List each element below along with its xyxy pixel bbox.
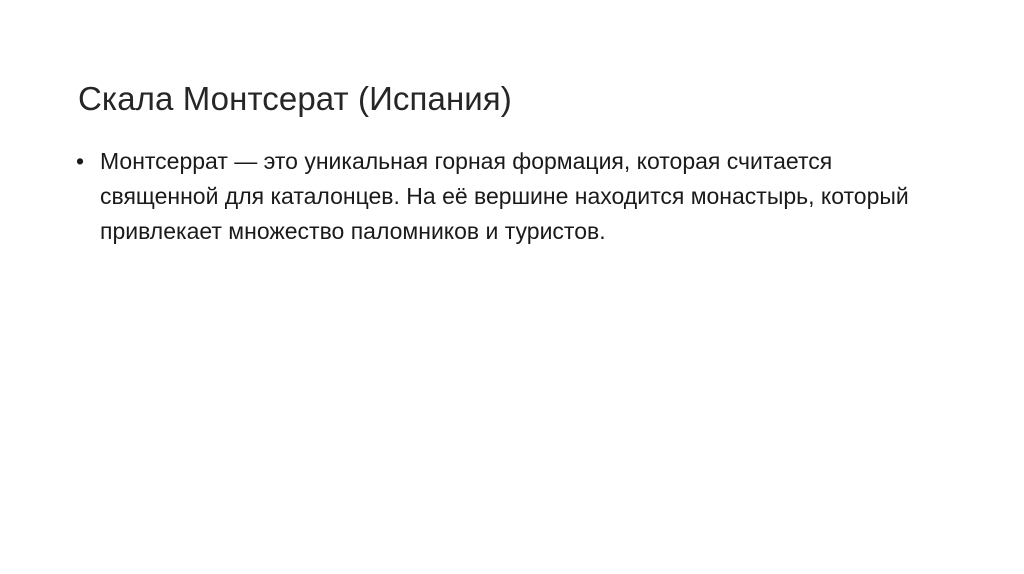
list-item <box>72 144 938 249</box>
slide-body <box>72 144 938 249</box>
page-title: Скала Монтсерат (Испания) <box>78 80 512 118</box>
bullet-icon: • <box>76 148 85 174</box>
list-item-text: Монтсеррат — это уникальная горная формация, которая считается священной для каталонцев. На её вершине находится монастырь, который привлекает множество паломников и туристов. <box>100 148 909 244</box>
